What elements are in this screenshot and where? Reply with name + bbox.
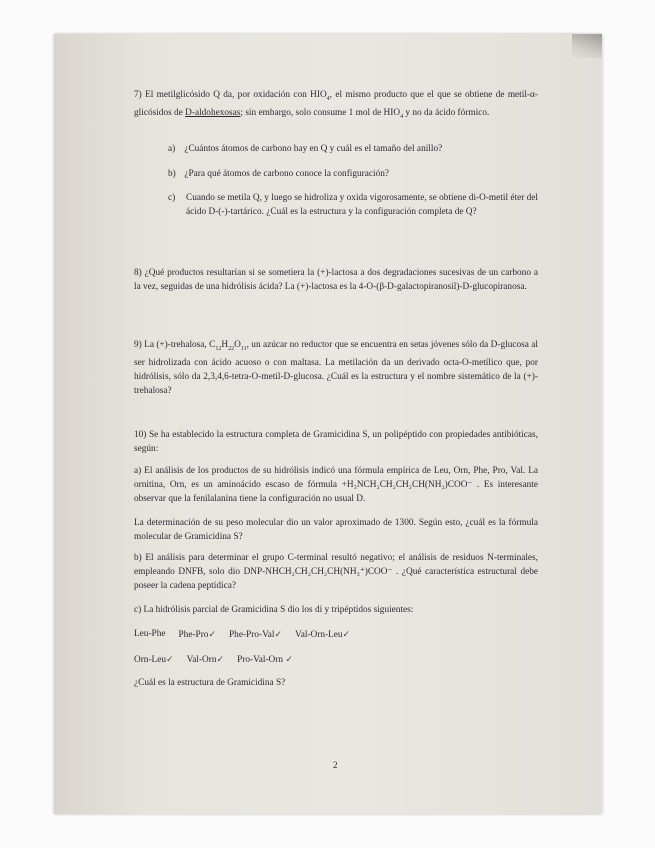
question-10-molecular-weight: La determinación de su peso molecular dio un valor aproximado de 1300. Según esto, ¿cuál es la fórmula molecular de Gramicidina S? [134, 518, 538, 543]
underlined-term: D-aldohexosas [185, 108, 241, 119]
checkmark-icon: ✓ [285, 654, 293, 664]
peptide-item: Leu-Phe [134, 629, 166, 639]
ornithine-formula: +H₃NCH₂CH₂CH₂CH(NH₂)COO⁻ [341, 480, 473, 491]
checkmark-icon: ✓ [166, 654, 174, 664]
question-10-final: ¿Cuál es la estructura de Gramicidina S? [134, 678, 286, 688]
question-9: 9) La (+)-trehalosa, $C_{12}H_{22}O_{11}$, un azúcar no reductor que se encuentra en setas jóvenes sólo da D-glucosa al ser hidrolizada con ácido acuoso o con maltasa. La metilación da un derivado octa-O-metílico que, por hidrólisis, sólo da 2,3,4,6-tetra-O-metil-D-glucosa. ¿Cuál es la estructura y el nombre sistemático de la (+)-trehalosa? [134, 340, 538, 397]
checkmark-icon: ✓ [208, 629, 217, 639]
question-10c: c) La hidrólisis parcial de Gramicidina S dio los di y tripéptidos siguientes: [134, 605, 414, 615]
question-8: 8) ¿Qué productos resultarían si se sometiera la (+)-lactosa a dos degradaciones sucesivas de un carbono a la vez, seguidas de una hidrólisis ácida? La (+)-lactosa es la 4-O-(β-D-galactopiranosil)-D-glucopiranosa. [134, 268, 538, 293]
dnp-formula: DNP-NHCH₂CH₂CH₂CH(NH₃⁺)COO⁻ [243, 567, 393, 578]
peptide-item: Orn-Leu✓ [134, 654, 174, 665]
peptide-row-2 [134, 652, 293, 667]
question-7c: c) Cuando se metila Q, y luego se hidroliza y oxida vigorosamente, se obtiene di-O-metil éter del ácido D-(-)-tartárico. ¿Cuál es la estructura y la configuración completa de Q? [168, 193, 538, 218]
checkmark-icon: ✓ [216, 654, 225, 664]
question-7-intro: 7) El metilglicósido Q da, por oxidación con $HIO_4$, el mismo producto que el que se obtiene de metil-α-glicósidos de D-aldohexosas; sin embargo, solo consume 1 mol de $HIO_4$ y no da ácido fórmico. [134, 90, 538, 120]
question-10-intro: 10) Se ha establecido la estructura completa de Gramicidina S, un polipéptido con propiedades antibióticas, según: [134, 430, 538, 455]
checkmark-icon: ✓ [274, 629, 283, 639]
question-10a: a) El análisis de los productos de su hidrólisis indicó una fórmula empírica de Leu, Orn, Phe, Pro, Val. La ornitina, Orn, es un aminoácido escaso de fórmula +H₃NCH₂CH₂CH₂CH(NH₂)COO⁻ . Es interesante observar que la fenilalanina tiene la configuración no usual D. [134, 466, 538, 505]
peptide-item: Pro-Val-Orn ✓ [237, 654, 293, 665]
peptide-item: Val-Orn-Leu✓ [295, 629, 351, 640]
peptide-item: Phe-Pro✓ [178, 629, 217, 640]
checkmark-icon: ✓ [342, 629, 351, 639]
page-number: 2 [333, 760, 338, 770]
question-7a: a) ¿Cuántos átomos de carbono hay en Q y cuál es el tamaño del anillo? [168, 144, 443, 154]
peptide-row-1 [134, 627, 350, 642]
question-10b: b) El análisis para determinar el grupo C-terminal resultó negativo; el análisis de residuos N-terminales, empleando DNFB, solo dio DNP-NHCH₂CH₂CH₂CH(NH₃⁺)COO⁻ . ¿Qué característica estructural debe poseer la cadena peptídica? [134, 553, 538, 592]
question-7b: b) ¿Para qué átomos de carbono conoce la configuración? [168, 169, 390, 179]
peptide-item: Phe-Pro-Val✓ [229, 629, 283, 640]
folded-corner-shadow [572, 34, 602, 58]
peptide-item: Val-Orn✓ [186, 654, 225, 665]
